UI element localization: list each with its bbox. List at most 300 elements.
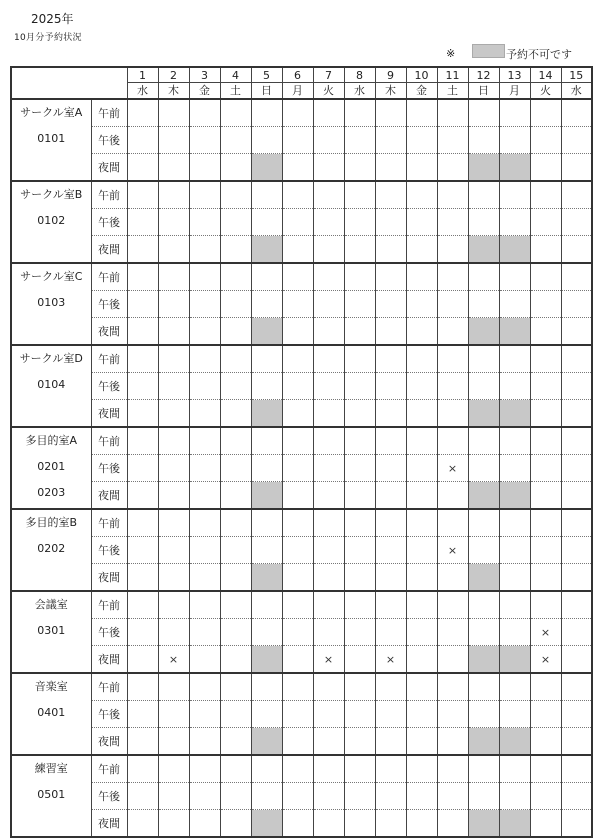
reservation-cell [189,564,220,592]
time-slot-label: 午前 [91,509,127,537]
reservation-cell [344,154,375,182]
reservation-cell [127,427,158,455]
day-number: 5 [251,67,282,83]
reservation-cell [375,810,406,838]
reservation-cell [127,318,158,346]
reservation-cell [158,591,189,619]
reservation-cell [530,455,561,482]
room-slot-row [11,263,592,291]
reservation-cell [189,783,220,810]
reservation-cell [220,455,251,482]
reservation-cell [499,783,530,810]
reservation-cell [251,673,282,701]
reservation-cell [406,509,437,537]
reservation-cell [437,646,468,674]
reservation-cell [251,427,282,455]
reservation-cell-unavailable [251,728,282,756]
reservation-cell [530,181,561,209]
reservation-cell-booked: × [313,646,344,674]
reservation-cell [251,345,282,373]
reservation-cell [313,728,344,756]
day-number: 9 [375,67,406,83]
reservation-cell [375,318,406,346]
reservation-cell [313,537,344,564]
reservation-cell [437,755,468,783]
room-slot-row [11,591,592,619]
reservation-cell [189,755,220,783]
reservation-cell [282,345,313,373]
reservation-cell [127,619,158,646]
reservation-cell [561,591,592,619]
day-number: 2 [158,67,189,83]
reservation-cell [406,318,437,346]
reservation-cell [282,755,313,783]
reservation-cell [189,181,220,209]
room-code: 0203 [37,486,66,499]
reservation-cell-unavailable [468,318,499,346]
reservation-cell [189,509,220,537]
reservation-cell [158,701,189,728]
reservation-cell [313,127,344,154]
reservation-cell [406,400,437,428]
reservation-cell [251,291,282,318]
reservation-cell [127,673,158,701]
reservation-cell [530,263,561,291]
room-code: 0201 [37,460,66,473]
reservation-cell-unavailable [251,646,282,674]
reservation-cell [561,673,592,701]
time-slot-label: 午後 [91,209,127,236]
reservation-cell [158,728,189,756]
reservation-cell [127,591,158,619]
reservation-cell [313,236,344,264]
room-name: サークル室D [19,352,83,365]
reservation-cell [251,537,282,564]
weekday: 日 [468,83,499,100]
reservation-cell [468,537,499,564]
reservation-cell [282,263,313,291]
reservation-cell [530,564,561,592]
room-label [11,427,91,509]
reservation-cell-unavailable [468,564,499,592]
day-number: 10 [406,67,437,83]
room-slot-row [11,373,592,400]
day-number: 15 [561,67,592,83]
reservation-cell-unavailable [499,236,530,264]
reservation-cell [375,291,406,318]
reservation-cell [499,181,530,209]
reservation-cell [530,810,561,838]
reservation-cell [344,728,375,756]
reservation-cell [530,400,561,428]
reservation-cell [406,181,437,209]
room-code: 0102 [37,214,66,227]
room-slot-row [11,564,592,592]
reservation-cell [189,728,220,756]
reservation-cell [220,318,251,346]
reservation-cell [468,345,499,373]
reservation-cell [499,619,530,646]
reservation-cell [561,537,592,564]
reservation-cell [344,755,375,783]
reservation-cell [344,482,375,510]
reservation-cell-unavailable [499,154,530,182]
reservation-cell [220,673,251,701]
reservation-cell [530,509,561,537]
reservation-cell [344,181,375,209]
room-slot-row [11,181,592,209]
reservation-cell-unavailable [468,400,499,428]
day-number-row [11,67,592,83]
room-name: 多目的室B [25,516,78,529]
reservation-cell [344,455,375,482]
reservation-cell-unavailable [468,154,499,182]
reservation-cell [127,482,158,510]
reservation-cell [313,345,344,373]
reservation-cell [158,755,189,783]
reservation-cell [499,127,530,154]
room-label [11,591,91,673]
reservation-cell [282,728,313,756]
weekday: 土 [220,83,251,100]
reservation-cell [406,537,437,564]
room-label [11,673,91,755]
room-name: サークル室C [20,270,83,283]
day-number: 12 [468,67,499,83]
time-slot-label: 午後 [91,291,127,318]
room-name: 多目的室A [25,434,78,447]
reservation-cell [530,591,561,619]
reservation-cell [499,345,530,373]
reservation-cell [189,646,220,674]
reservation-cell [158,564,189,592]
legend-note-mark: ※ [446,47,456,60]
reservation-cell [468,263,499,291]
reservation-cell [158,509,189,537]
reservation-cell [499,537,530,564]
reservation-cell [158,400,189,428]
reservation-cell [127,783,158,810]
reservation-cell [158,373,189,400]
reservation-cell [530,537,561,564]
reservation-cell [561,236,592,264]
reservation-cell [189,591,220,619]
reservation-cell [406,591,437,619]
reservation-cell [561,154,592,182]
reservation-cell-unavailable [499,318,530,346]
reservation-cell [468,455,499,482]
reservation-cell [561,810,592,838]
reservation-cell [344,537,375,564]
reservation-cell [282,318,313,346]
reservation-cell [437,236,468,264]
reservation-cell [437,673,468,701]
reservation-cell [530,209,561,236]
room-slot-row [11,646,592,674]
reservation-cell [127,537,158,564]
reservation-cell [468,591,499,619]
time-slot-label: 夜間 [91,318,127,346]
reservation-cell [158,537,189,564]
reservation-cell [251,701,282,728]
room-label [11,181,91,263]
reservation-cell [313,291,344,318]
reservation-cell [251,619,282,646]
reservation-cell [375,209,406,236]
reservation-cell [406,783,437,810]
reservation-cell [127,701,158,728]
reservation-cell [406,154,437,182]
reservation-cell [344,291,375,318]
reservation-cell [499,455,530,482]
reservation-cell [127,236,158,264]
reservation-cell [468,127,499,154]
day-number: 6 [282,67,313,83]
reservation-cell [344,236,375,264]
reservation-cell [251,373,282,400]
reservation-cell [158,427,189,455]
reservation-cell [375,728,406,756]
reservation-cell [561,373,592,400]
year-label: 2025年 [31,12,74,26]
reservation-cell [344,646,375,674]
reservation-cell [282,455,313,482]
reservation-cell [437,291,468,318]
reservation-cell [313,99,344,127]
reservation-cell [189,810,220,838]
reservation-cell [251,99,282,127]
day-number: 11 [437,67,468,83]
time-slot-label: 午前 [91,673,127,701]
reservation-cell [375,263,406,291]
reservation-cell [251,783,282,810]
reservation-cell [437,318,468,346]
room-slot-row [11,482,592,510]
reservation-cell [189,455,220,482]
reservation-cell [158,673,189,701]
reservation-cell [282,564,313,592]
reservation-cell [375,701,406,728]
reservation-cell [220,345,251,373]
room-name: 練習室 [34,762,68,775]
reservation-cell [189,209,220,236]
reservation-cell [344,345,375,373]
room-slot-row [11,755,592,783]
reservation-cell [127,755,158,783]
reservation-cell [375,755,406,783]
reservation-cell [468,619,499,646]
reservation-cell [468,755,499,783]
reservation-cell [344,373,375,400]
reservation-cell [437,154,468,182]
weekday: 月 [499,83,530,100]
weekday: 金 [406,83,437,100]
room-slot-row [11,810,592,838]
reservation-cell [344,263,375,291]
room-slot-row [11,209,592,236]
room-label [11,755,91,837]
time-slot-label: 午前 [91,99,127,127]
reservation-cell [437,345,468,373]
reservation-cell [251,181,282,209]
reservation-cell [313,400,344,428]
day-number: 4 [220,67,251,83]
reservation-cell [220,427,251,455]
reservation-cell [158,619,189,646]
reservation-cell [406,373,437,400]
reservation-cell-booked: × [530,646,561,674]
room-slot-row [11,701,592,728]
room-code: 0401 [37,706,66,719]
time-slot-label: 午前 [91,755,127,783]
reservation-cell [282,291,313,318]
reservation-cell [220,591,251,619]
reservation-cell [313,455,344,482]
weekday: 月 [282,83,313,100]
reservation-cell [375,455,406,482]
reservation-cell [344,127,375,154]
time-slot-label: 午後 [91,373,127,400]
reservation-cell [127,509,158,537]
reservation-cell [344,400,375,428]
reservation-cell [406,482,437,510]
time-slot-label: 夜間 [91,482,127,510]
reservation-cell [220,209,251,236]
weekday: 日 [251,83,282,100]
weekday: 木 [158,83,189,100]
reservation-cell [158,482,189,510]
day-number: 14 [530,67,561,83]
reservation-cell [189,701,220,728]
reservation-cell [251,263,282,291]
reservation-cell [561,99,592,127]
reservation-cell-unavailable [251,154,282,182]
reservation-cell [499,291,530,318]
reservation-cell [282,154,313,182]
reservation-cell [158,127,189,154]
reservation-cell [561,646,592,674]
reservation-cell [251,509,282,537]
reservation-cell [406,99,437,127]
reservation-cell [561,400,592,428]
weekday: 金 [189,83,220,100]
reservation-cell [313,564,344,592]
reservation-cell [282,619,313,646]
reservation-cell-unavailable [468,728,499,756]
reservation-cell [406,619,437,646]
reservation-cell-booked: × [437,537,468,564]
reservation-cell [220,728,251,756]
reservation-cell-unavailable [251,236,282,264]
room-slot-row [11,427,592,455]
reservation-cell [406,263,437,291]
reservation-cell [189,619,220,646]
reservation-cell [282,127,313,154]
reservation-cell-unavailable [499,400,530,428]
reservation-cell [127,209,158,236]
weekday: 土 [437,83,468,100]
reservation-cell [158,181,189,209]
reservation-cell [313,591,344,619]
reservation-cell [499,263,530,291]
weekday: 木 [375,83,406,100]
room-slot-row [11,154,592,182]
reservation-cell [344,810,375,838]
legend-text: 予約不可です [506,48,572,61]
reservation-cell [313,427,344,455]
time-slot-label: 午後 [91,127,127,154]
reservation-cell [220,564,251,592]
reservation-cell [127,646,158,674]
reservation-cell-booked: × [158,646,189,674]
reservation-cell [220,509,251,537]
reservation-cell [282,373,313,400]
reservation-cell [530,291,561,318]
reservation-cell-unavailable [251,482,282,510]
reservation-cell [158,810,189,838]
room-label [11,509,91,591]
time-slot-label: 午前 [91,263,127,291]
reservation-cell [499,673,530,701]
reservation-cell [406,236,437,264]
reservation-cell [530,482,561,510]
reservation-cell [530,373,561,400]
reservation-cell [375,345,406,373]
reservation-cell [344,701,375,728]
reservation-cell-unavailable [468,810,499,838]
room-slot-row [11,400,592,428]
reservation-cell [375,619,406,646]
reservation-cell [499,509,530,537]
reservation-cell [127,373,158,400]
reservation-cell [220,783,251,810]
reservation-cell [437,400,468,428]
reservation-cell [313,181,344,209]
reservation-cell [406,810,437,838]
reservation-cell [344,318,375,346]
reservation-cell [375,591,406,619]
reservation-cell [468,291,499,318]
reservation-cell [437,509,468,537]
reservation-cell [127,181,158,209]
reservation-cell [375,673,406,701]
reservation-cell [344,783,375,810]
reservation-cell-unavailable [499,482,530,510]
reservation-cell [499,564,530,592]
reservation-cell [437,783,468,810]
reservation-cell [158,291,189,318]
reservation-cell [344,209,375,236]
reservation-cell [499,99,530,127]
weekday: 水 [127,83,158,100]
reservation-cell [251,455,282,482]
reservation-cell [344,99,375,127]
room-slot-row [11,537,592,564]
reservation-cell [282,673,313,701]
room-code: 0301 [37,624,66,637]
reservation-cell [530,154,561,182]
reservation-cell [406,345,437,373]
legend-unavailable-swatch [472,44,505,58]
reservation-cell-booked: × [437,455,468,482]
weekday: 火 [530,83,561,100]
reservation-cell [189,318,220,346]
reservation-cell [468,509,499,537]
reservation-cell-unavailable [468,482,499,510]
reservation-cell [313,673,344,701]
reservation-cell [313,482,344,510]
reservation-cell [127,99,158,127]
